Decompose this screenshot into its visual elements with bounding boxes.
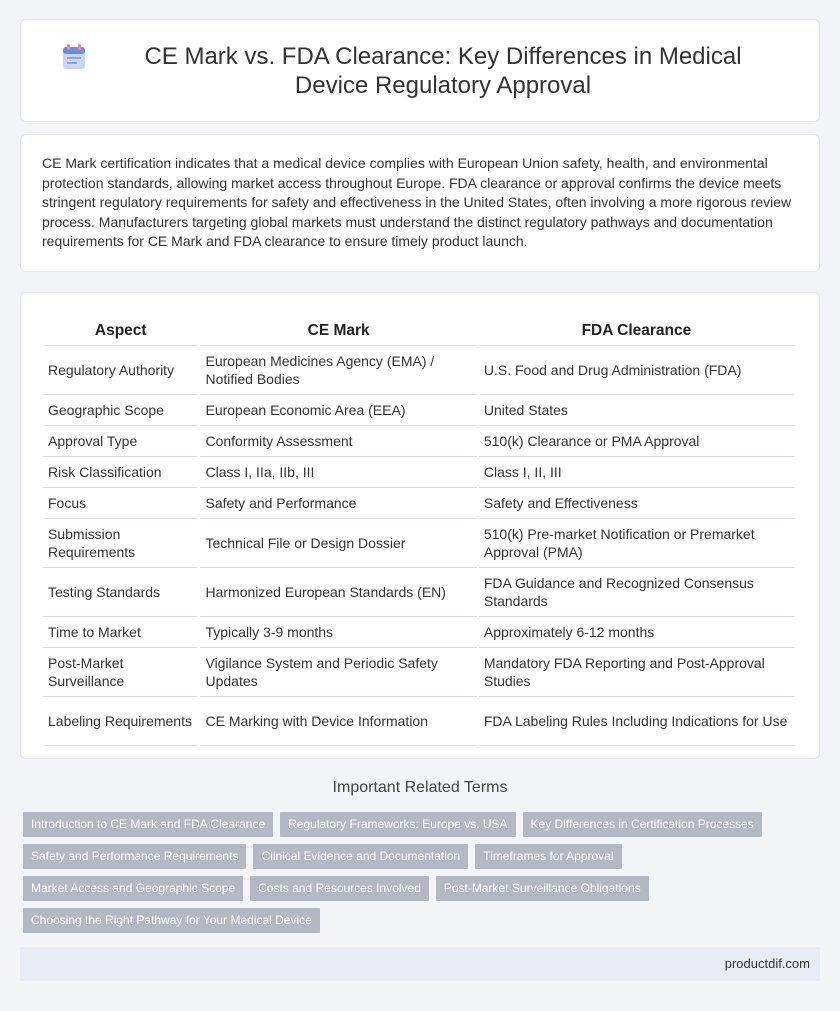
table-row — [43, 488, 794, 519]
table-cell-aspect: Post-Market Surveillance — [43, 648, 198, 697]
related-term-tag[interactable]: Choosing the Right Pathway for Your Medical Device — [23, 908, 320, 933]
table-cell-fda: Approximately 6-12 months — [479, 617, 794, 648]
related-term-tag[interactable]: Market Access and Geographic Scope — [23, 876, 243, 901]
table-cell-ce-mark: Safety and Performance — [200, 488, 476, 519]
table-cell-fda: Safety and Effectiveness — [479, 488, 794, 519]
table-cell-fda: 510(k) Clearance or PMA Approval — [479, 426, 794, 457]
intro-card — [20, 134, 820, 272]
table-row — [43, 697, 794, 746]
table-cell-ce-mark: Conformity Assessment — [200, 426, 476, 457]
intro-paragraph: CE Mark certification indicates that a medical device complies with European Union safety, health, and environmental protection standards, allowing market access throughout Europe. FDA clearance or approval confirms the device meets stringent regulatory requirements for safety and effectiveness in the United States, often involving a more rigorous review process. Manufacturers targeting global markets must understand the distinct regulatory pathways and documentation requirements for CE Mark and FDA clearance to ensure timely product launch. — [42, 155, 792, 249]
related-term-tag[interactable]: Safety and Performance Requirements — [23, 844, 246, 869]
table-cell-ce-mark: Vigilance System and Periodic Safety Updates — [200, 648, 476, 697]
comparison-table-card — [20, 292, 820, 759]
calendar-document-icon — [61, 43, 87, 71]
table-cell-ce-mark: European Economic Area (EEA) — [200, 395, 476, 426]
table-row — [43, 617, 794, 648]
table-cell-aspect: Time to Market — [43, 617, 198, 648]
table-row — [43, 519, 794, 568]
related-term-tag[interactable]: Clinical Evidence and Documentation — [253, 844, 468, 869]
title-card — [20, 19, 820, 122]
table-cell-aspect: Regulatory Authority — [43, 346, 198, 395]
comparison-table — [41, 313, 796, 746]
footer-site-link[interactable]: productdif.com — [724, 956, 810, 971]
table-cell-aspect: Risk Classification — [43, 457, 198, 488]
page-title: CE Mark vs. FDA Clearance: Key Differences in Medical Device Regulatory Approval — [144, 42, 742, 99]
table-row — [43, 346, 794, 395]
related-term-tag[interactable]: Regulatory Frameworks: Europe vs. USA — [280, 812, 515, 837]
table-cell-aspect: Approval Type — [43, 426, 198, 457]
table-header-row — [43, 313, 794, 346]
related-term-tag[interactable]: Introduction to CE Mark and FDA Clearance — [23, 812, 273, 837]
table-cell-fda: U.S. Food and Drug Administration (FDA) — [479, 346, 794, 395]
table-cell-ce-mark: CE Marking with Device Information — [200, 697, 476, 746]
table-cell-fda: United States — [479, 395, 794, 426]
table-row — [43, 457, 794, 488]
table-row — [43, 395, 794, 426]
table-cell-fda: FDA Guidance and Recognized Consensus Standards — [479, 568, 794, 617]
footer-bar — [20, 947, 820, 981]
related-term-tag[interactable]: Timeframes for Approval — [475, 844, 621, 869]
table-cell-ce-mark: Harmonized European Standards (EN) — [200, 568, 476, 617]
table-cell-aspect: Submission Requirements — [43, 519, 198, 568]
table-cell-ce-mark: Technical File or Design Dossier — [200, 519, 476, 568]
table-cell-ce-mark: Typically 3-9 months — [200, 617, 476, 648]
column-header-ce-mark: CE Mark — [200, 313, 476, 346]
related-term-tag[interactable]: Costs and Resources Involved — [250, 876, 429, 901]
related-term-tag[interactable]: Key Differences in Certification Processes — [523, 812, 762, 837]
column-header-fda-clearance: FDA Clearance — [479, 313, 794, 346]
table-cell-fda: FDA Labeling Rules Including Indications for Use — [479, 697, 794, 746]
related-terms-heading: Important Related Terms — [332, 779, 508, 796]
table-cell-fda: Class I, II, III — [479, 457, 794, 488]
table-cell-fda: Mandatory FDA Reporting and Post-Approval Studies — [479, 648, 794, 697]
table-row — [43, 426, 794, 457]
table-cell-aspect: Labeling Requirements — [43, 697, 198, 746]
column-header-aspect: Aspect — [43, 313, 198, 346]
table-row — [43, 648, 794, 697]
table-cell-aspect: Focus — [43, 488, 198, 519]
table-cell-aspect: Testing Standards — [43, 568, 198, 617]
table-cell-ce-mark: Class I, IIa, IIb, III — [200, 457, 476, 488]
table-cell-ce-mark: European Medicines Agency (EMA) / Notified Bodies — [200, 346, 476, 395]
table-cell-fda: 510(k) Pre-market Notification or Premarket Approval (PMA) — [479, 519, 794, 568]
table-row — [43, 568, 794, 617]
related-term-tag[interactable]: Post-Market Surveillance Obligations — [436, 876, 649, 901]
table-cell-aspect: Geographic Scope — [43, 395, 198, 426]
related-terms-list — [23, 812, 823, 940]
